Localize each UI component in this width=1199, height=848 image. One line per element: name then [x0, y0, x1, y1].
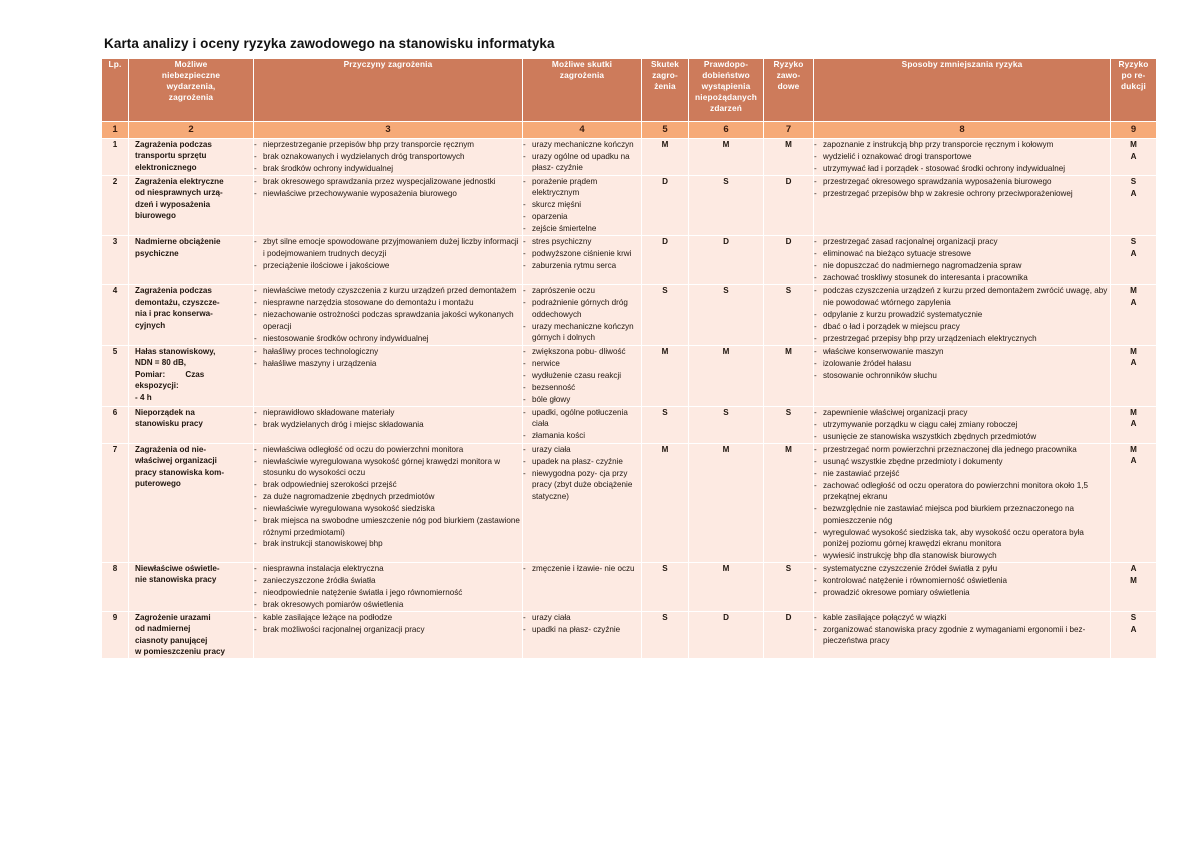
list-item: - brak możliwości racjonalnej organizacji pracy [254, 624, 522, 635]
cell-occupational-risk: S [764, 407, 813, 443]
cell-probability: S [689, 407, 763, 443]
list-item: - zapoznanie z instrukcją bhp przy transporcie ręcznym i kołowym [814, 139, 1110, 150]
effects-list [523, 407, 641, 442]
table-row [102, 176, 1156, 235]
list-item: - zaprószenie oczu [523, 285, 641, 296]
list-item: - hałaśliwe maszyny i urządzenia [254, 358, 522, 369]
list-item: - bóle głowy [523, 394, 641, 405]
residual-risk-value: A [1130, 188, 1137, 198]
cell-occupational-risk: D [764, 612, 813, 658]
table-row [102, 236, 1156, 284]
list-item: - niewłaściwe metody czyszczenia z kurzu urządzeń przed demontażem [254, 285, 522, 296]
list-item: - podczas czyszczenia urządzeń z kurzu przed demontażem zwrócić uwagę, aby nie powodować wtórnego zapylenia [814, 285, 1110, 308]
list-item: - usunięcie ze stanowiska wszystkich zbędnych przedmiotów [814, 431, 1110, 442]
reduction-methods-list [814, 346, 1110, 381]
cell-lp: 4 [102, 285, 128, 344]
table-row [102, 346, 1156, 406]
list-item: - zapewnienie właściwej organizacji pracy [814, 407, 1110, 418]
list-item: - wyregulować wysokość siedziska tak, aby wysokość oczu operatora była poniżej poziomu górnej krawędzi ekranu monitora [814, 527, 1110, 550]
cell-lp: 1 [102, 139, 128, 175]
cell-effects [523, 407, 641, 443]
cell-lp: 3 [102, 236, 128, 284]
list-item: - odpylanie z kurzu prowadzić systematycznie [814, 309, 1110, 320]
list-item: - urazy mechaniczne kończyn górnych i dolnych [523, 321, 641, 344]
cell-causes [254, 444, 522, 562]
colnum-2: 2 [129, 122, 253, 138]
list-item: - kable zasilające połączyć w wiązki [814, 612, 1110, 623]
list-item: - niestosowanie środków ochrony indywidualnej [254, 333, 522, 344]
causes-list [254, 444, 522, 550]
list-item: - niewygodna pozy- cja przy pracy (zbyt duże obciążenie statyczne) [523, 468, 641, 502]
list-item: - upadek na płasz- czyźnie [523, 456, 641, 467]
list-item: - niewłaściwie wyregulowana wysokość siedziska [254, 503, 522, 514]
table-row [102, 139, 1156, 175]
list-item: - kable zasilające leżące na podłodze [254, 612, 522, 623]
list-item: - utrzymywać ład i porządek - stosować środki ochrony indywidualnej [814, 163, 1110, 174]
causes-list [254, 285, 522, 344]
cell-occupational-risk: D [764, 236, 813, 284]
list-item: - nieprawidłowo składowane materiały [254, 407, 522, 418]
residual-risk-value: M [1130, 407, 1137, 417]
header-effects: Możliwe skutki zagrożenia [523, 59, 641, 121]
table-body [102, 139, 1156, 658]
list-item: - zmęczenie i łzawie- nie oczu [523, 563, 641, 574]
residual-risk-value: S [1130, 237, 1137, 247]
cell-severity: S [642, 612, 688, 658]
cell-lp: 8 [102, 563, 128, 611]
effects-list [523, 176, 641, 235]
list-item: - porażenie prądem elektrycznym [523, 176, 641, 199]
list-item: - zejście śmiertelne [523, 223, 641, 234]
cell-probability: M [689, 346, 763, 406]
cell-effects [523, 346, 641, 406]
cell-reduction-methods [814, 139, 1110, 175]
residual-risk-value: A [1130, 419, 1137, 429]
list-item: - brak miejsca na swobodne umieszczenie nóg pod biurkiem (zastawione różnymi przedmiotami) [254, 515, 522, 538]
cell-reduction-methods [814, 563, 1110, 611]
list-item: - nerwice [523, 358, 641, 369]
cell-occupational-risk: S [764, 563, 813, 611]
cell-residual-risk [1111, 285, 1156, 344]
causes-list [254, 139, 522, 174]
list-item: - eliminować na bieżąco sytuacje stresowe [814, 248, 1110, 259]
list-item: - za duże nagromadzenie zbędnych przedmiotów [254, 491, 522, 502]
cell-residual-risk [1111, 612, 1156, 658]
residual-risk-value: A [1130, 358, 1137, 368]
list-item: - niesprawna instalacja elektryczna [254, 563, 522, 574]
colnum-1: 1 [102, 122, 128, 138]
list-item: - niewłaściwe przechowywanie wyposażenia biurowego [254, 188, 522, 199]
reduction-methods-list [814, 176, 1110, 199]
list-item: - hałaśliwy proces technologiczny [254, 346, 522, 357]
list-item: - przestrzegać przepisy bhp przy urządzeniach elektrycznych [814, 333, 1110, 344]
header-event: Możliwe niebezpieczne wydarzenia, zagrożenia [129, 59, 253, 121]
list-item: - stosowanie ochronników słuchu [814, 370, 1110, 381]
list-item: - brak instrukcji stanowiskowej bhp [254, 538, 522, 549]
cell-severity: M [642, 444, 688, 562]
cell-lp: 7 [102, 444, 128, 562]
cell-event [129, 612, 253, 658]
cell-occupational-risk: D [764, 176, 813, 235]
cell-effects [523, 563, 641, 611]
list-item: - niewłaściwie wyregulowana wysokość górnej krawędzi monitora w stosunku do wysokości oczu [254, 456, 522, 479]
cell-event [129, 176, 253, 235]
list-item: - kontrolować natężenie i równomierność oświetlenia [814, 575, 1110, 586]
table-row [102, 612, 1156, 658]
list-item: - niesprawne narzędzia stosowane do demontażu i montażu [254, 297, 522, 308]
cell-effects [523, 444, 641, 562]
list-item: - nieodpowiednie natężenie światła i jego równomierność [254, 587, 522, 598]
residual-risk-value: A [1130, 456, 1137, 466]
cell-residual-risk [1111, 444, 1156, 562]
list-item: - brak okresowego sprawdzania przez wyspecjalizowane jednostki [254, 176, 522, 187]
cell-occupational-risk: M [764, 346, 813, 406]
cell-event [129, 139, 253, 175]
header-causes: Przyczyny zagrożenia [254, 59, 522, 121]
table-row [102, 285, 1156, 344]
cell-lp: 5 [102, 346, 128, 406]
list-item: - podrażnienie górnych dróg oddechowych [523, 297, 641, 320]
cell-reduction-methods [814, 176, 1110, 235]
list-item: - urazy ciała [523, 444, 641, 455]
list-item: - brak odpowiedniej szerokości przejść [254, 479, 522, 490]
cell-residual-risk [1111, 563, 1156, 611]
cell-severity: S [642, 285, 688, 344]
cell-probability: S [689, 176, 763, 235]
list-item: - niewłaściwa odległość od oczu do powierzchni monitora [254, 444, 522, 455]
cell-event [129, 444, 253, 562]
list-item: - urazy mechaniczne kończyn [523, 139, 641, 150]
cell-reduction-methods [814, 612, 1110, 658]
list-item: - dbać o ład i porządek w miejscu pracy [814, 321, 1110, 332]
cell-lp: 9 [102, 612, 128, 658]
list-item: - zbyt silne emocje spowodowane przyjmowaniem dużej liczby informacji i podejmowaniem trudnych decyzji [254, 236, 522, 259]
cell-residual-risk [1111, 407, 1156, 443]
list-item: - zorganizować stanowiska pracy zgodnie z wymaganiami ergonomii i bez- pieczeństwa pracy [814, 624, 1110, 647]
list-item: - oparzenia [523, 211, 641, 222]
cell-residual-risk [1111, 139, 1156, 175]
cell-occupational-risk: M [764, 444, 813, 562]
cell-probability: M [689, 444, 763, 562]
residual-risk-value: A [1130, 151, 1137, 161]
cell-probability: D [689, 236, 763, 284]
event-text: Nieporządek na stanowisku pracy [135, 407, 203, 429]
list-item: - brak wydzielanych dróg i miejsc składowania [254, 419, 522, 430]
cell-causes [254, 139, 522, 175]
causes-list [254, 407, 522, 430]
list-item: - nieprzestrzeganie przepisów bhp przy transporcie ręcznym [254, 139, 522, 150]
table-header-row [102, 59, 1156, 121]
list-item: - izolowanie źródeł hałasu [814, 358, 1110, 369]
list-item: - stres psychiczny [523, 236, 641, 247]
list-item: - zachować troskliwy stosunek do interesanta i pracownika [814, 272, 1110, 283]
effects-list [523, 612, 641, 635]
cell-event [129, 563, 253, 611]
causes-list [254, 346, 522, 369]
reduction-methods-list [814, 236, 1110, 283]
list-item: - usunąć wszystkie zbędne przedmioty i dokumenty [814, 456, 1110, 467]
cell-causes [254, 612, 522, 658]
event-text: Zagrażenia elektryczne od niesprawnych urzą- dzeń i wyposażenia biurowego [135, 176, 224, 221]
colnum-4: 4 [523, 122, 641, 138]
list-item: - upadki na płasz- czyźnie [523, 624, 641, 635]
event-text: Hałas stanowiskowy, NDN = 80 dB, Pomiar: Czas ekspozycji: - 4 h [135, 346, 216, 402]
colnum-6: 6 [689, 122, 763, 138]
effects-list [523, 236, 641, 271]
effects-list [523, 563, 641, 574]
cell-lp: 6 [102, 407, 128, 443]
residual-risk-value: M [1130, 444, 1137, 454]
cell-probability: M [689, 139, 763, 175]
list-item: - przestrzegać okresowego sprawdzania wyposażenia biurowego [814, 176, 1110, 187]
effects-list [523, 346, 641, 405]
list-item: - zaburzenia rytmu serca [523, 260, 641, 271]
header-lp: Lp. [102, 59, 128, 121]
residual-risk-value: M [1130, 286, 1137, 296]
list-item: - bezsenność [523, 382, 641, 393]
cell-causes [254, 346, 522, 406]
reduction-methods-list [814, 139, 1110, 174]
table-row [102, 563, 1156, 611]
reduction-methods-list [814, 563, 1110, 598]
cell-probability: M [689, 563, 763, 611]
cell-effects [523, 236, 641, 284]
header-probability: Prawdopo- dobieństwo wystąpienia niepożądanych zdarzeń [689, 59, 763, 121]
list-item: - przeciążenie ilościowe i jakościowe [254, 260, 522, 271]
list-item: - brak oznakowanych i wydzielanych dróg transportowych [254, 151, 522, 162]
table-row [102, 407, 1156, 443]
cell-severity: S [642, 563, 688, 611]
list-item: - przestrzegać norm powierzchni przeznaczonej dla jednego pracownika [814, 444, 1110, 455]
reduction-methods-list [814, 444, 1110, 562]
cell-causes [254, 285, 522, 344]
table-column-number-row [102, 122, 1156, 138]
event-text: Nadmierne obciążenie psychiczne [135, 237, 221, 258]
cell-event [129, 346, 253, 406]
residual-risk-value: A [1130, 298, 1137, 308]
event-text: Niewłaściwe oświetle- nie stanowiska pracy [135, 563, 220, 585]
cell-occupational-risk: M [764, 139, 813, 175]
cell-residual-risk [1111, 346, 1156, 406]
header-severity: Skutek zagro- żenia [642, 59, 688, 121]
list-item: - nie dopuszczać do nadmiernego nagromadzenia spraw [814, 260, 1110, 271]
cell-effects [523, 139, 641, 175]
list-item: - przestrzegać zasad racjonalnej organizacji pracy [814, 236, 1110, 247]
list-item: - utrzymywanie porządku w ciągu całej zmiany roboczej [814, 419, 1110, 430]
cell-probability: S [689, 285, 763, 344]
list-item: - systematyczne czyszczenie źródeł światła z pyłu [814, 563, 1110, 574]
causes-list [254, 612, 522, 635]
cell-lp: 2 [102, 176, 128, 235]
table-row [102, 444, 1156, 562]
colnum-9: 9 [1111, 122, 1156, 138]
event-text: Zagrożenie urazami od nadmiernej ciasnoty panującej w pomieszczeniu pracy [135, 612, 225, 657]
residual-risk-value: M [1130, 346, 1137, 356]
list-item: - brak okresowych pomiarów oświetlenia [254, 599, 522, 610]
list-item: - urazy ciała [523, 612, 641, 623]
cell-effects [523, 285, 641, 344]
header-reduction-methods: Sposoby zmniejszania ryzyka [814, 59, 1110, 121]
causes-list [254, 563, 522, 610]
list-item: - bezwzględnie nie zastawiać miejsca pod biurkiem przeznaczonego na pomieszczenie nóg [814, 503, 1110, 526]
list-item: - niezachowanie ostrożności podczas sprawdzania jakości wykonanych operacji [254, 309, 522, 332]
page-title: Karta analizy i oceny ryzyka zawodowego na stanowisku informatyka [104, 36, 555, 51]
cell-effects [523, 176, 641, 235]
residual-risk-value: M [1130, 140, 1137, 149]
cell-severity: D [642, 176, 688, 235]
list-item: - brak środków ochrony indywidualnej [254, 163, 522, 174]
event-text: Zagrażenia podczas transportu sprzętu elektronicznego [135, 140, 212, 172]
cell-reduction-methods [814, 346, 1110, 406]
cell-causes [254, 563, 522, 611]
list-item: - nie zastawiać przejść [814, 468, 1110, 479]
cell-causes [254, 236, 522, 284]
cell-effects [523, 612, 641, 658]
event-text: Zagrażenia podczas demontażu, czyszcze- nia i prac konserwa- cyjnych [135, 286, 220, 330]
reduction-methods-list [814, 612, 1110, 647]
cell-residual-risk [1111, 176, 1156, 235]
list-item: - zachować odległość od oczu operatora do powierzchni monitora około 1,5 przekątnej ekranu [814, 480, 1110, 503]
cell-reduction-methods [814, 285, 1110, 344]
effects-list [523, 139, 641, 174]
effects-list [523, 444, 641, 502]
list-item: - wywiesić instrukcję bhp dla stanowisk biurowych [814, 550, 1110, 561]
causes-list [254, 176, 522, 199]
residual-risk-value: A [1130, 563, 1137, 573]
list-item: - przestrzegać przepisów bhp w zakresie ochrony przeciwporażeniowej [814, 188, 1110, 199]
reduction-methods-list [814, 407, 1110, 442]
cell-reduction-methods [814, 236, 1110, 284]
list-item: - zwiększona pobu- dliwość [523, 346, 641, 357]
list-item: - wydłużenie czasu reakcji [523, 370, 641, 381]
effects-list [523, 285, 641, 343]
header-occupational-risk: Ryzyko zawo- dowe [764, 59, 813, 121]
residual-risk-value: A [1130, 624, 1137, 634]
cell-event [129, 285, 253, 344]
residual-risk-value: S [1130, 612, 1137, 622]
causes-list [254, 236, 522, 271]
cell-residual-risk [1111, 236, 1156, 284]
colnum-7: 7 [764, 122, 813, 138]
list-item: - urazy ogólne od upadku na płasz- czyźnie [523, 151, 641, 174]
colnum-5: 5 [642, 122, 688, 138]
cell-event [129, 236, 253, 284]
cell-severity: S [642, 407, 688, 443]
residual-risk-value: M [1130, 575, 1137, 585]
cell-causes [254, 407, 522, 443]
cell-occupational-risk: S [764, 285, 813, 344]
list-item: - skurcz mięśni [523, 199, 641, 210]
cell-severity: M [642, 139, 688, 175]
reduction-methods-list [814, 285, 1110, 344]
list-item: - złamania kości [523, 430, 641, 441]
cell-event [129, 407, 253, 443]
list-item: - podwyższone ciśnienie krwi [523, 248, 641, 259]
list-item: - upadki, ogólne potłuczenia ciała [523, 407, 641, 430]
list-item: - prowadzić okresowe pomiary oświetlenia [814, 587, 1110, 598]
cell-probability: D [689, 612, 763, 658]
cell-reduction-methods [814, 407, 1110, 443]
cell-reduction-methods [814, 444, 1110, 562]
colnum-3: 3 [254, 122, 522, 138]
header-residual-risk: Ryzyko po re- dukcji [1111, 59, 1156, 121]
event-text: Zagrażenia od nie- właściwej organizacji pracy stanowiska kom- puterowego [135, 444, 225, 489]
cell-severity: M [642, 346, 688, 406]
cell-causes [254, 176, 522, 235]
list-item: - wydzielić i oznakować drogi transportowe [814, 151, 1110, 162]
colnum-8: 8 [814, 122, 1110, 138]
risk-assessment-table [101, 58, 1157, 659]
residual-risk-value: S [1130, 176, 1137, 186]
list-item: - właściwe konserwowanie maszyn [814, 346, 1110, 357]
cell-severity: D [642, 236, 688, 284]
residual-risk-value: A [1130, 249, 1137, 259]
list-item: - zanieczyszczone źródła światła [254, 575, 522, 586]
